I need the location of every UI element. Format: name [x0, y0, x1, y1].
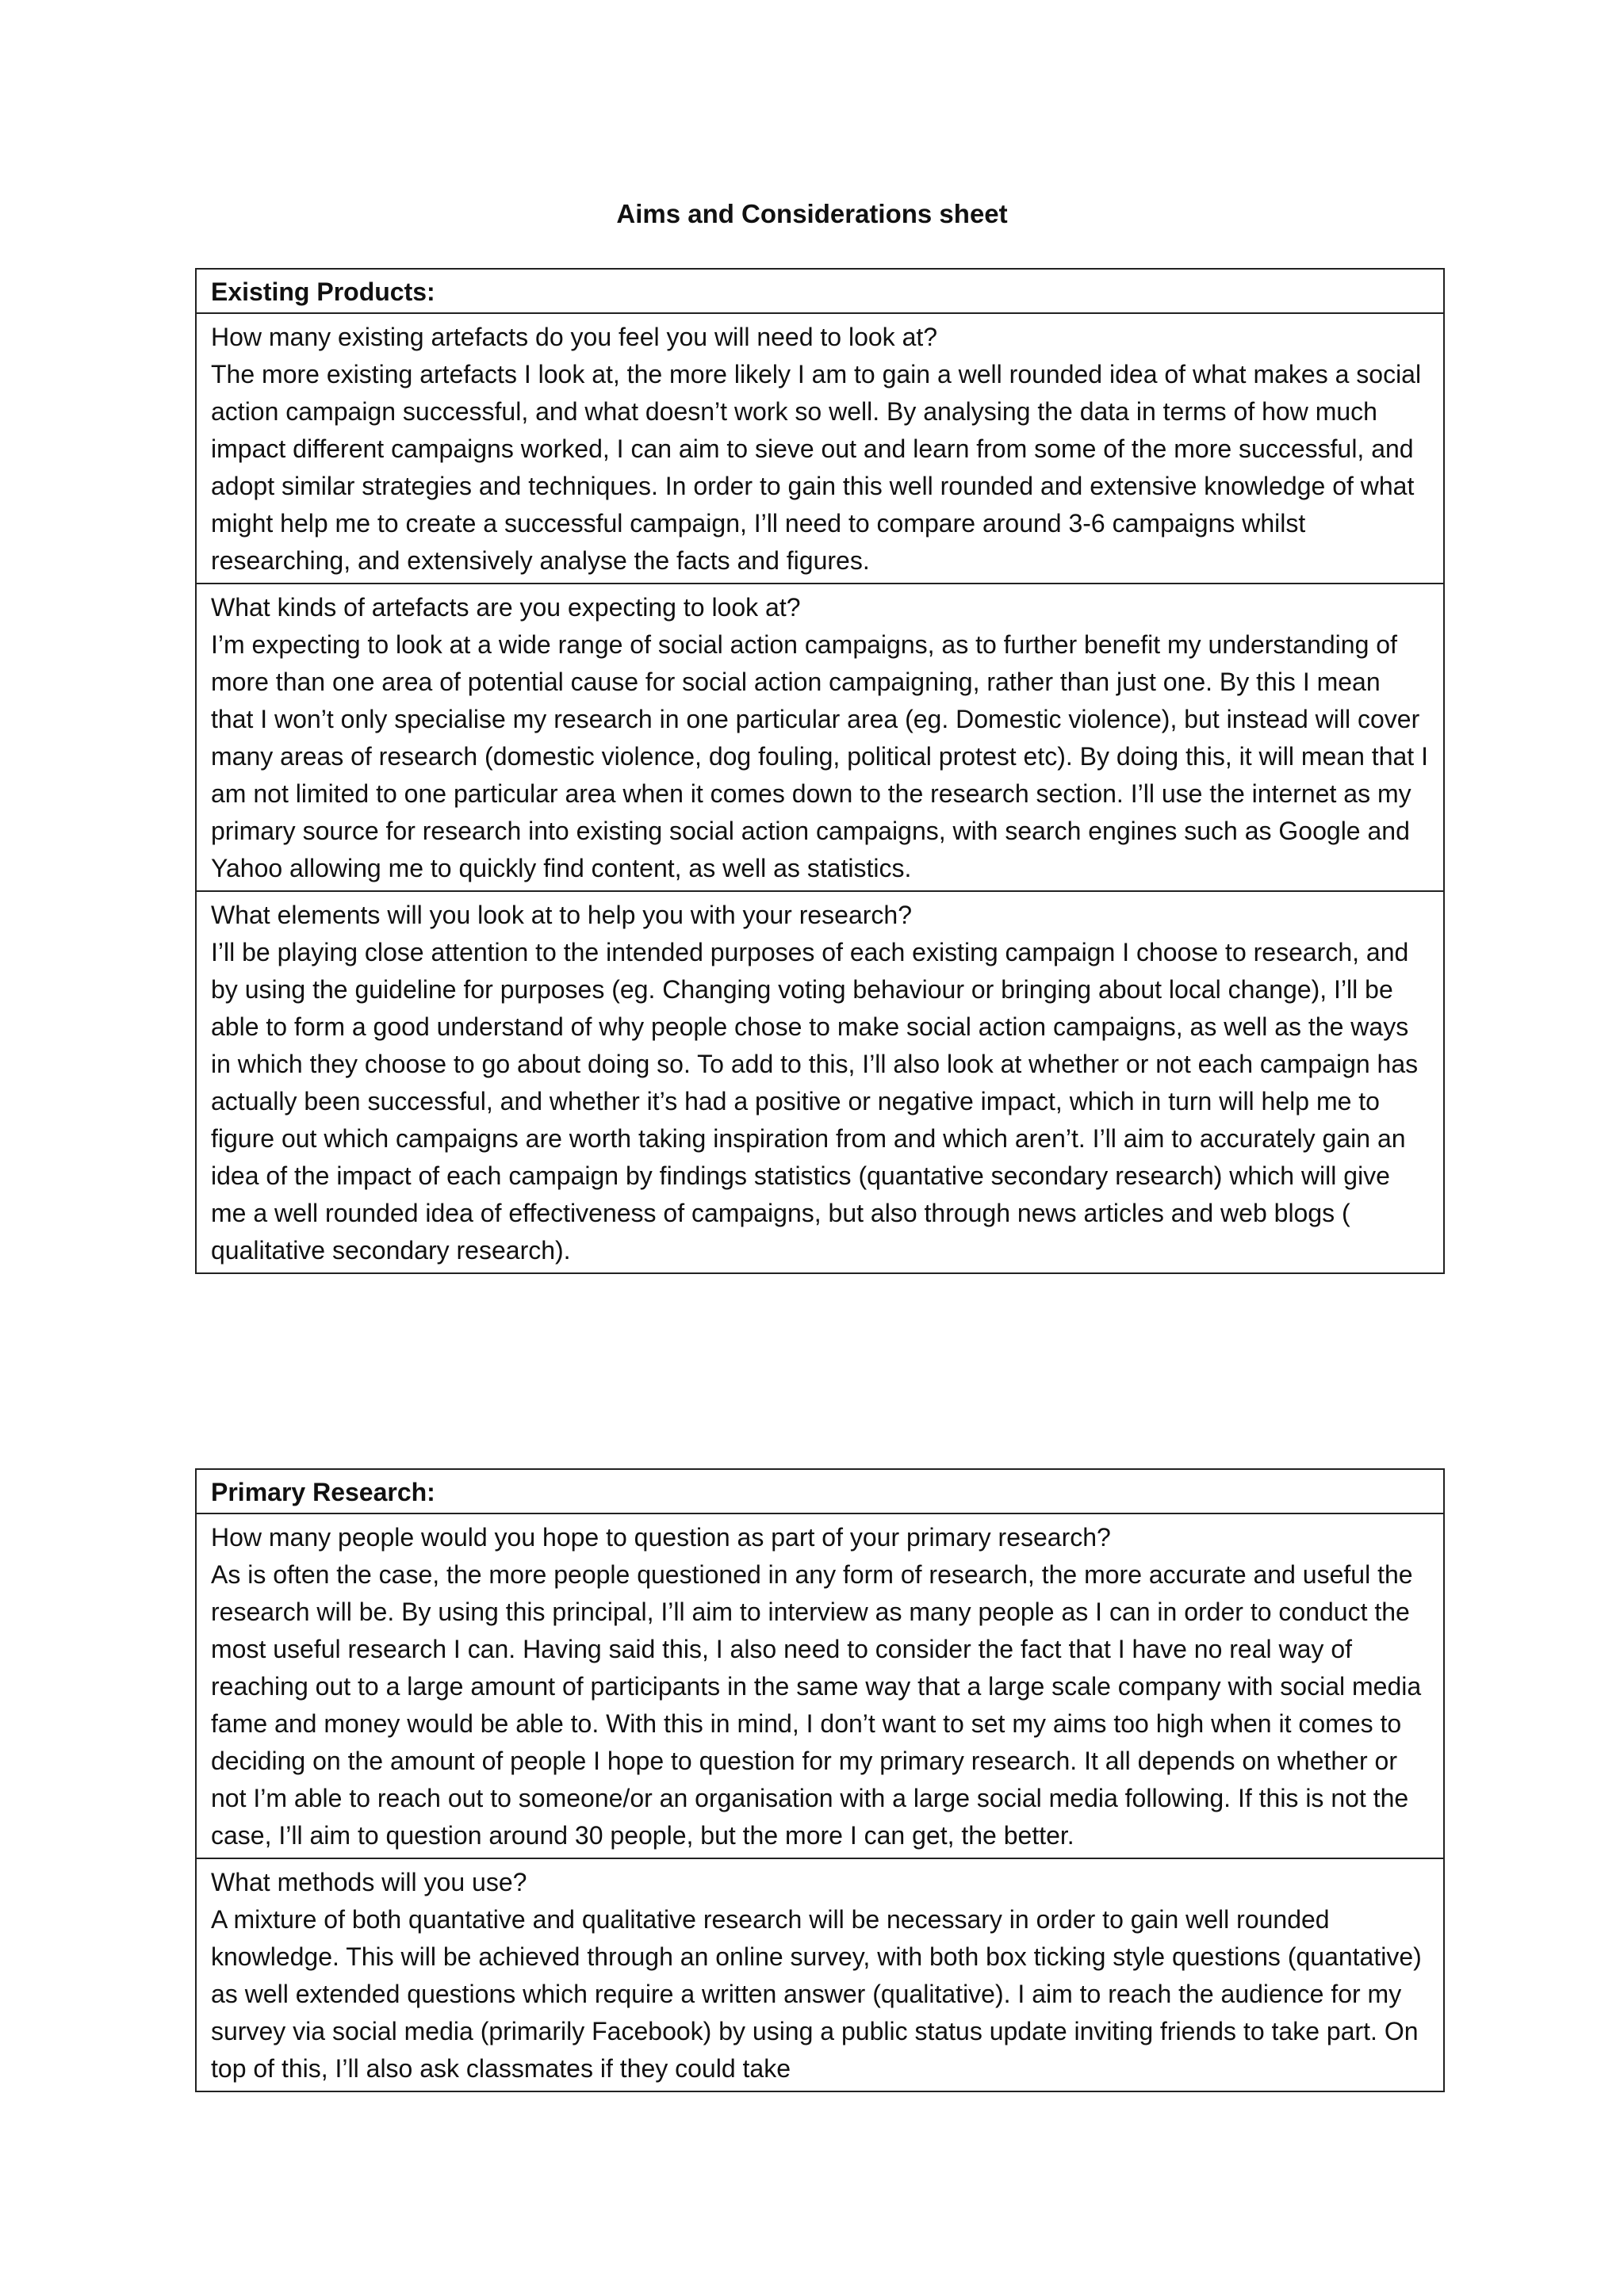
qa-row — [197, 584, 1443, 892]
section-header: Existing Products: — [197, 270, 1443, 314]
answer-text: I’ll be playing close attention to the intended purposes of each existing campaign I choose to research, and by using the guideline for purposes (eg. Changing voting behaviour or bringing about local change), I’ll be able to form a good understand of why people chose to make social action campaigns, as well as the ways in which they choose to go about doing so. To add to this, I’ll also look at whether or not each campaign has actually been successful, and whether it’s had a positive or negative impact, which in turn will help me to figure out which campaigns are worth taking inspiration from and which aren’t. I’ll aim to accurately gain an idea of the impact of each campaign by findings statistics (quantative secondary research) which will give me a well rounded idea of effectiveness of campaigns, but also through news articles and web blogs ( qualitative secondary research). — [211, 938, 1419, 1265]
answer-text: A mixture of both quantative and qualitative research will be necessary in order to gain well rounded knowledge. This will be achieved through an online survey, with both box ticking style questions (quantative) as well extended questions which require a written answer (qualitative). I aim to reach the audience for my survey via social media (primarily Facebook) by using a public status update inviting friends to take part. On top of this, I’ll also ask classmates if they could take — [211, 1905, 1422, 2083]
question-text: What kinds of artefacts are you expecting to look at? — [211, 593, 801, 622]
qa-row — [197, 314, 1443, 584]
existing-products-table — [195, 268, 1445, 1274]
page-title: Aims and Considerations sheet — [616, 199, 1008, 228]
answer-text: I’m expecting to look at a wide range of social action campaigns, as to further benefit my understanding of more than one area of potential cause for social action campaigning, rather than just one. By this I mean that I won’t only specialise my research in one particular area (eg. Domestic violence), but instead will cover many areas of research (domestic violence, dog fouling, political protest etc). By doing this, it will mean that I am not limited to one particular area when it comes down to the research section. I’ll use the internet as my primary source for research into existing social action campaigns, with search engines such as Google and Yahoo allowing me to quickly find content, as well as statistics. — [211, 630, 1428, 882]
qa-row — [197, 892, 1443, 1272]
qa-row — [197, 1859, 1443, 2091]
question-text: What methods will you use? — [211, 1868, 527, 1896]
section-header: Primary Research: — [197, 1470, 1443, 1514]
question-text: How many people would you hope to question as part of your primary research? — [211, 1523, 1111, 1552]
primary-research-table — [195, 1468, 1445, 2092]
answer-text: The more existing artefacts I look at, the more likely I am to gain a well rounded idea of what makes a social action campaign successful, and what doesn’t work so well. By analysing the data in terms of how much impact different campaigns worked, I can aim to sieve out and learn from some of the more successful, and adopt similar strategies and techniques. In order to gain this well rounded and extensive knowledge of what might help me to create a successful campaign, I’ll need to compare around 3-6 campaigns whilst researching, and extensively analyse the facts and figures. — [211, 360, 1422, 575]
question-text: What elements will you look at to help you with your research? — [211, 901, 912, 929]
answer-text: As is often the case, the more people questioned in any form of research, the more accurate and useful the research will be. By using this principal, I’ll aim to interview as many people as I can in order to conduct the most useful research I can. Having said this, I also need to consider the fact that I have no real way of reaching out to a large amount of participants in the same way that a large scale company with social media fame and money would be able to. With this in mind, I don’t want to set my aims too high when it comes to deciding on the amount of people I hope to question for my primary research. It all depends on whether or not I’m able to reach out to someone/or an organisation with a large social media following. If this is not the case, I’ll aim to question around 30 people, but the more I can get, the better. — [211, 1560, 1422, 1850]
question-text: How many existing artefacts do you feel you will need to look at? — [211, 323, 938, 351]
qa-row — [197, 1514, 1443, 1859]
